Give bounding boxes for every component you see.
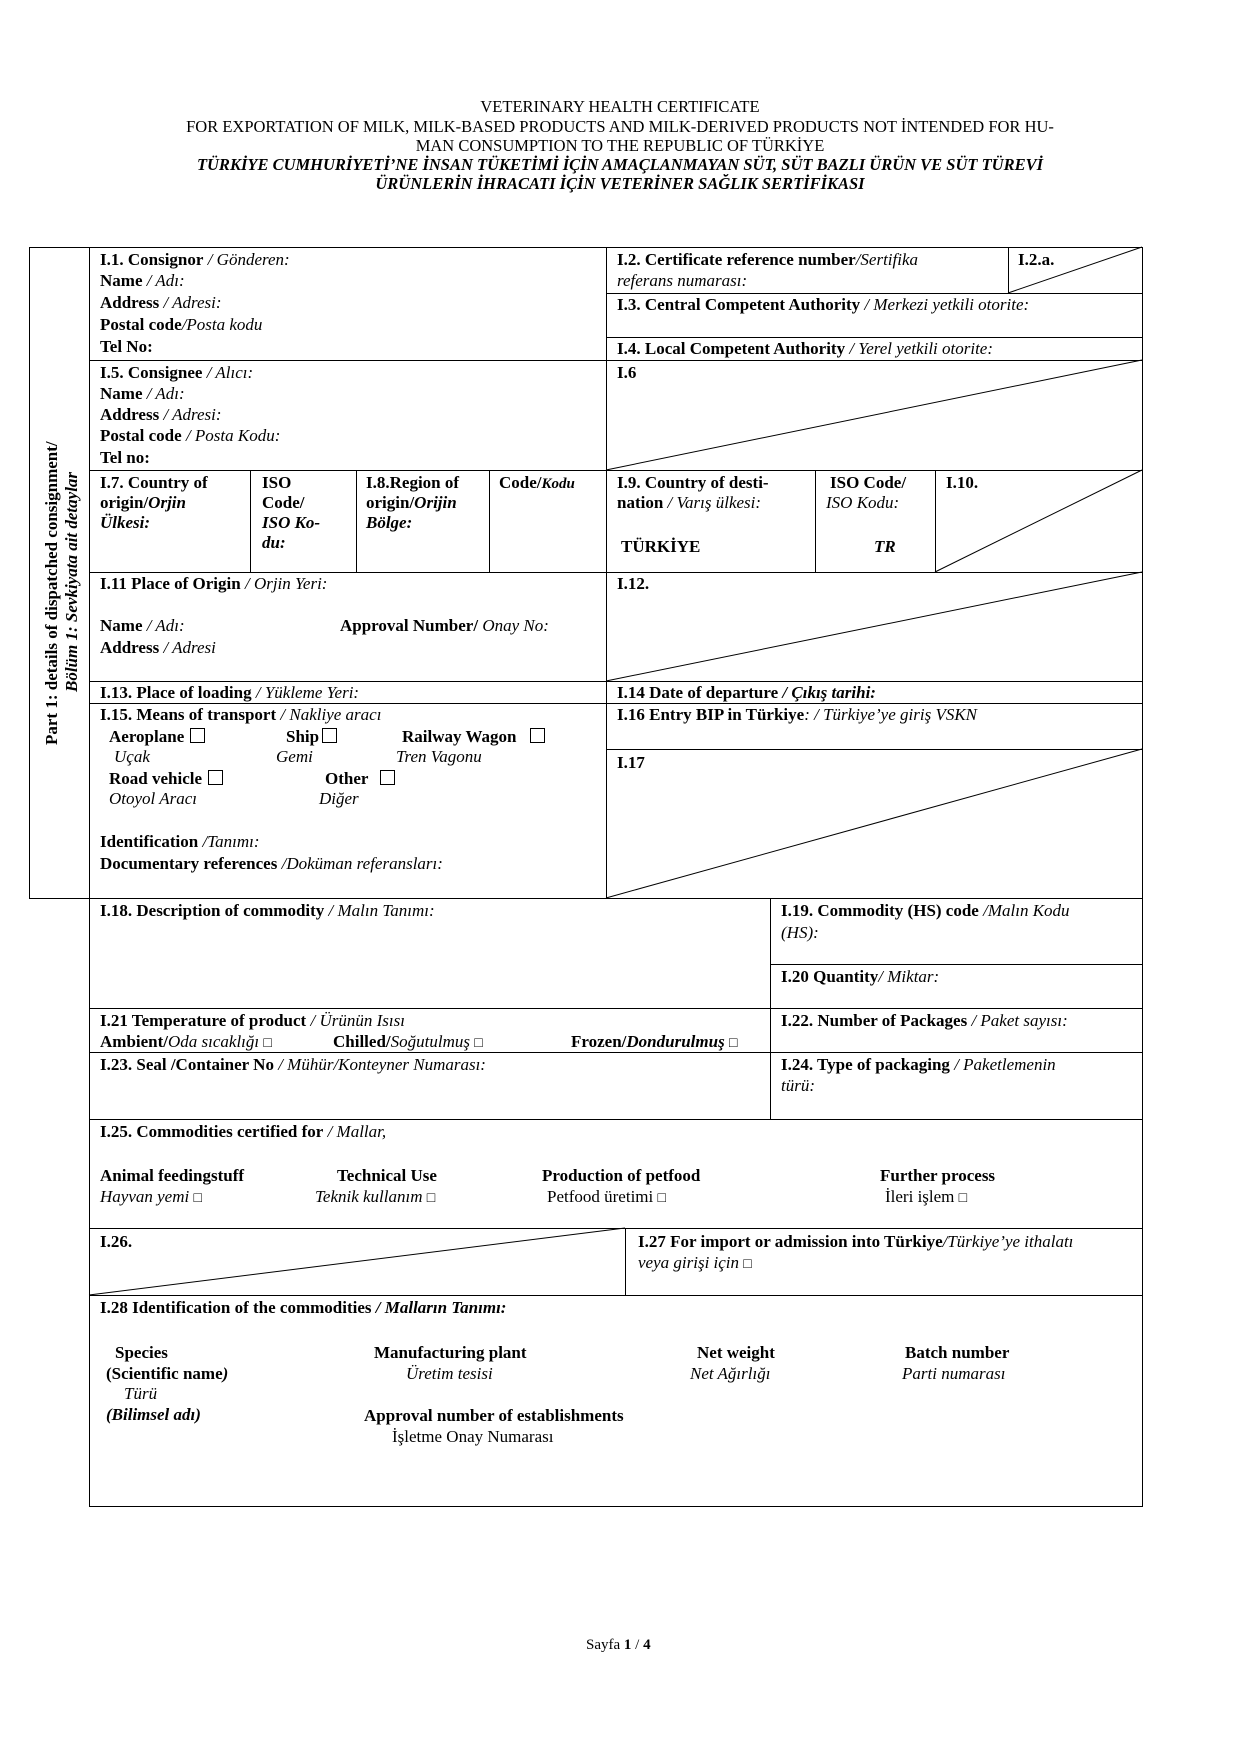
header-line-4: TÜRKİYE CUMHURİYETİ’NE İNSAN TÜKETİMİ İÇİN AMAÇLANMAYAN SÜT, SÜT BAZLI ÜRÜN VE SÜT TÜREVİ: [196, 155, 1044, 174]
aeroplane-checkbox[interactable]: [190, 728, 205, 743]
i24-packaging-type-tr: türü:: [781, 1076, 815, 1095]
i28-scientific-name-label: (Scientific name): [106, 1364, 229, 1383]
header-line-5: ÜRÜNLERİN İHRACATI İÇİN VETERİNER SAĞLIK SERTİFİKASI: [375, 174, 865, 193]
i21-frozen-option[interactable]: Frozen/Dondurulmuş □: [571, 1032, 738, 1051]
i28-net-weight-tr: Net Ağırlığı: [690, 1364, 771, 1383]
i8-region-origin-line2: origin/Orijin: [366, 493, 457, 512]
i25-technical-use-option[interactable]: Teknik kullanım □: [315, 1187, 436, 1206]
i26-label: I.26.: [100, 1232, 133, 1251]
i15-aeroplane-option[interactable]: Aeroplane: [109, 726, 205, 747]
i7-country-origin-label: I.7. Country of: [100, 473, 208, 492]
i1-address-field[interactable]: Address / Adresi:: [100, 293, 222, 312]
i24-packaging-type-field[interactable]: I.24. Type of packaging / Paketlemenin: [781, 1055, 1056, 1074]
i27-import-admission-option[interactable]: veya girişi için □: [638, 1253, 752, 1272]
further-process-checkbox[interactable]: □: [958, 1191, 968, 1206]
iso-code-1-line2: Code/: [262, 493, 305, 512]
i28-approval-number-tr: İşletme Onay Numarası: [392, 1427, 554, 1446]
i28-scientific-name-tr: (Bilimsel adı): [106, 1405, 201, 1424]
i19-commodity-code-field[interactable]: I.19. Commodity (HS) code /Malın Kodu: [781, 901, 1070, 920]
i21-ambient-option[interactable]: Ambient/Oda sıcaklığı □: [100, 1032, 272, 1051]
i1-consignor-label: I.1. Consignor / Gönderen:: [100, 250, 290, 269]
i2-certificate-reference-tr: referans numarası:: [617, 271, 748, 290]
i25-technical-use-label: Technical Use: [337, 1166, 437, 1185]
i7-country-origin-line2: origin/Orjin: [100, 493, 186, 512]
i28-batch-number-label: Batch number: [905, 1343, 1010, 1362]
i11-address-field[interactable]: Address / Adresi: [100, 638, 216, 657]
i15-road-option[interactable]: Road vehicle: [109, 768, 223, 789]
i21-chilled-option[interactable]: Chilled/Soğutulmuş □: [333, 1032, 483, 1051]
i15-documentary-references-field[interactable]: Documentary references /Doküman referansları:: [100, 854, 443, 873]
i28-species-label: Species: [115, 1343, 168, 1362]
i25-animal-feed-label: Animal feedingstuff: [100, 1166, 245, 1185]
page-number: Sayfa 1 / 4: [586, 1637, 651, 1653]
i1-tel-field[interactable]: Tel No:: [100, 337, 153, 356]
i25-animal-feed-option[interactable]: Hayvan yemi □: [100, 1187, 202, 1206]
i25-petfood-label: Production of petfood: [542, 1166, 701, 1185]
import-admission-checkbox[interactable]: □: [743, 1257, 752, 1272]
i5-postal-field[interactable]: Postal code / Posta Kodu:: [100, 426, 281, 445]
i15-ship-option[interactable]: Ship: [286, 726, 337, 747]
i1-name-field[interactable]: Name / Adı:: [100, 271, 185, 290]
i7-country-origin-line3: Ülkesi:: [100, 513, 151, 532]
i6-label: I.6: [617, 363, 637, 382]
i3-central-authority-field[interactable]: I.3. Central Competent Authority / Merkezi yetkili otorite:: [617, 295, 1030, 314]
i5-consignee-label: I.5. Consignee / Alıcı:: [100, 363, 254, 382]
i15-railway-option[interactable]: Railway Wagon: [402, 726, 545, 747]
iso-code-1-line3: ISO Ko-: [262, 513, 321, 532]
i5-name-field[interactable]: Name / Adı:: [100, 384, 185, 403]
i23-seal-container-field[interactable]: I.23. Seal /Container No / Mühür/Konteyner Numarası:: [100, 1055, 486, 1074]
i8-region-origin-line3: Bölge:: [366, 513, 413, 532]
i1-postal-field[interactable]: Postal code/Posta kodu: [100, 315, 263, 334]
i2-certificate-reference-field[interactable]: I.2. Certificate reference number/Sertifika: [617, 250, 919, 269]
i28-manufacturing-plant-label: Manufacturing plant: [374, 1343, 527, 1362]
i14-date-departure-field[interactable]: I.14 Date of departure / Çıkış tarihi:: [617, 683, 876, 702]
i25-further-process-option[interactable]: İleri işlem □: [885, 1187, 968, 1206]
i28-approval-number-label: Approval number of establishments: [364, 1406, 624, 1425]
i25-further-process-label: Further process: [880, 1166, 996, 1185]
i17-label: I.17: [617, 753, 645, 772]
i28-manufacturing-plant-tr: Üretim tesisi: [406, 1364, 493, 1383]
i25-petfood-option[interactable]: Petfood üretimi □: [547, 1187, 666, 1206]
code-label: Code/Kodu: [499, 473, 575, 492]
i11-place-origin-label: I.11 Place of Origin / Orjin Yeri:: [100, 574, 328, 593]
other-checkbox[interactable]: [380, 770, 395, 785]
i8-region-origin-label: I.8.Region of: [366, 473, 460, 492]
iso-code-1-label: ISO: [262, 473, 292, 492]
i12-label: I.12.: [617, 574, 650, 593]
i15-railway-tr: Tren Vagonu: [396, 747, 482, 766]
i27-import-admission-label: I.27 For import or admission into Türkiye/Türkiye’ye ithalatı: [638, 1232, 1074, 1251]
i20-quantity-field[interactable]: I.20 Quantity/ Miktar:: [781, 967, 940, 986]
i15-other-option[interactable]: Other: [325, 768, 395, 789]
i11-approval-number-field[interactable]: Approval Number/ Onay No:: [340, 616, 549, 635]
i2a-label: I.2.a.: [1018, 250, 1055, 269]
frozen-checkbox[interactable]: □: [728, 1036, 738, 1051]
i9-destination-line2: nation / Varış ülkesi:: [617, 493, 762, 512]
i13-place-loading-field[interactable]: I.13. Place of loading / Yükleme Yeri:: [100, 683, 360, 702]
i15-identification-field[interactable]: Identification /Tanımı:: [100, 832, 260, 851]
i5-address-field[interactable]: Address / Adresi:: [100, 405, 222, 424]
ambient-checkbox[interactable]: □: [263, 1036, 272, 1051]
iso-code-2-label: ISO Code/: [830, 473, 907, 492]
i5-tel-field[interactable]: Tel no:: [100, 448, 150, 467]
i21-temperature-label: I.21 Temperature of product / Ürünün Isısı: [100, 1011, 405, 1030]
side-label-tr: Bölüm 1: Sevkiyata ait detaylar: [62, 471, 81, 692]
i9-destination-label: I.9. Country of desti-: [617, 473, 769, 492]
i18-description-commodity-field[interactable]: I.18. Description of commodity / Malın Tanımı:: [100, 901, 435, 920]
i25-commodities-certified-label: I.25. Commodities certified for / Mallar,: [100, 1122, 387, 1141]
i15-ship-tr: Gemi: [276, 747, 313, 766]
i28-batch-number-tr: Parti numarası: [902, 1364, 1006, 1383]
i15-road-tr: Otoyol Aracı: [109, 789, 197, 808]
i22-number-packages-field[interactable]: I.22. Number of Packages / Paket sayısı:: [781, 1011, 1068, 1030]
i15-other-tr: Diğer: [319, 789, 359, 808]
technical-use-checkbox[interactable]: □: [426, 1191, 436, 1206]
i28-net-weight-label: Net weight: [697, 1343, 775, 1362]
i11-name-field[interactable]: Name / Adı:: [100, 616, 185, 635]
i16-entry-bip-field[interactable]: I.16 Entry BIP in Türkiye: / Türkiye’ye giriş VSKN: [617, 705, 978, 724]
railway-checkbox[interactable]: [530, 728, 545, 743]
animal-feed-checkbox[interactable]: □: [193, 1191, 202, 1206]
road-checkbox[interactable]: [208, 770, 223, 785]
side-label-en: Part 1: details of dispatched consignment/: [42, 441, 61, 745]
i28-identification-label: I.28 Identification of the commodities / Malların Tanımı:: [100, 1298, 507, 1317]
header-line-1: VETERINARY HEALTH CERTIFICATE: [480, 97, 760, 116]
i15-aeroplane-tr: Uçak: [114, 747, 150, 766]
iso-code-2-line2: ISO Kodu:: [826, 493, 900, 512]
iso-code-2-value: TR: [874, 537, 896, 556]
i10-label: I.10.: [946, 473, 979, 492]
i19-commodity-code-tr: (HS):: [781, 923, 819, 942]
ship-checkbox[interactable]: [322, 728, 337, 743]
i28-species-tr: Türü: [124, 1384, 158, 1403]
chilled-checkbox[interactable]: □: [474, 1036, 483, 1051]
iso-code-1-line4: du:: [262, 533, 286, 552]
petfood-checkbox[interactable]: □: [657, 1191, 666, 1206]
i15-means-transport-label: I.15. Means of transport / Nakliye aracı: [100, 705, 382, 724]
header-line-2: FOR EXPORTATION OF MILK, MILK-BASED PRODUCTS AND MILK-DERIVED PRODUCTS NOT İNTENDED FOR HU-: [186, 117, 1054, 136]
header-line-3: MAN CONSUMPTION TO THE REPUBLIC OF TÜRKİYE: [415, 136, 825, 155]
i9-destination-value: TÜRKİYE: [621, 537, 701, 556]
i4-local-authority-field[interactable]: I.4. Local Competent Authority / Yerel yetkili otorite:: [617, 339, 994, 358]
